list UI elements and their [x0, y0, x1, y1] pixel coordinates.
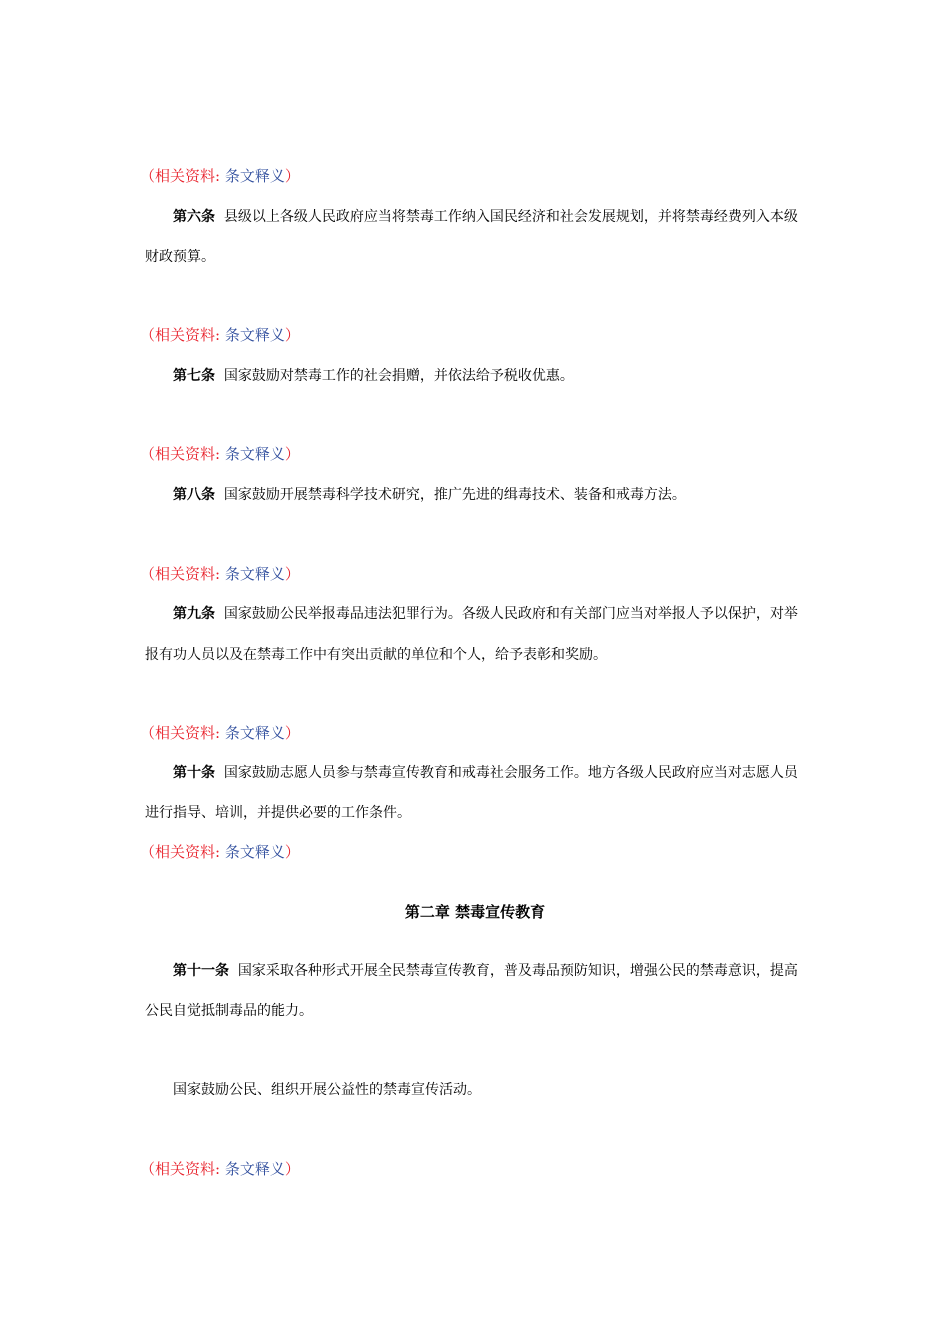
article-paragraph — [173, 366, 574, 386]
article-paragraph — [173, 485, 686, 505]
article-interpretation-link[interactable]: 条文释义 — [224, 1160, 285, 1178]
related-materials-ref: （相关资料: 条文释义） — [140, 326, 300, 344]
article-interpretation-link[interactable]: 条文释义 — [224, 445, 285, 463]
article-number: 第十一条 — [173, 963, 229, 979]
article-continuation: 进行指导、培训，并提供必要的工作条件。 — [145, 805, 411, 821]
article-continuation: 公民自觉抵制毒品的能力。 — [145, 1003, 313, 1019]
article-text: 国家采取各种形式开展全民禁毒宣传教育，普及毒品预防知识，增强公民的禁毒意识，提高 — [237, 963, 798, 979]
article-continuation: 财政预算。 — [145, 249, 215, 265]
article-number: 第八条 — [173, 487, 215, 503]
article-continuation: 报有功人员以及在禁毒工作中有突出贡献的单位和个人，给予表彰和奖励。 — [145, 647, 607, 663]
related-materials-ref: （相关资料: 条文释义） — [140, 445, 300, 463]
article-text: 国家鼓励志愿人员参与禁毒宣传教育和戒毒社会服务工作。地方各级人民政府应当对志愿人员 — [223, 765, 798, 781]
related-materials-ref: （相关资料: 条文释义） — [140, 1160, 300, 1178]
article-subparagraph: 国家鼓励公民、组织开展公益性的禁毒宣传活动。 — [173, 1082, 481, 1098]
article-text: 国家鼓励对禁毒工作的社会捐赠，并依法给予税收优惠。 — [223, 368, 574, 384]
article-number: 第七条 — [173, 368, 215, 384]
article-text: 县级以上各级人民政府应当将禁毒工作纳入国民经济和社会发展规划，并将禁毒经费列入本级 — [223, 209, 798, 225]
article-number: 第九条 — [173, 606, 215, 622]
chapter-title: 第二章 禁毒宣传教育 — [404, 903, 546, 921]
article-number: 第六条 — [173, 209, 215, 225]
article-text: 国家鼓励公民举报毒品违法犯罪行为。各级人民政府和有关部门应当对举报人予以保护，对举 — [223, 606, 798, 622]
article-interpretation-link[interactable]: 条文释义 — [224, 565, 285, 583]
related-materials-ref: （相关资料: 条文释义） — [140, 724, 300, 742]
related-materials-ref: （相关资料: 条文释义） — [140, 167, 300, 185]
article-interpretation-link[interactable]: 条文释义 — [224, 326, 285, 344]
related-materials-ref: （相关资料: 条文释义） — [140, 565, 300, 583]
article-interpretation-link[interactable]: 条文释义 — [224, 167, 285, 185]
article-paragraph — [173, 961, 798, 981]
related-materials-ref: （相关资料: 条文释义） — [140, 843, 300, 861]
article-interpretation-link[interactable]: 条文释义 — [224, 843, 285, 861]
article-text: 国家鼓励开展禁毒科学技术研究，推广先进的缉毒技术、装备和戒毒方法。 — [223, 487, 686, 503]
article-paragraph — [173, 763, 798, 783]
article-interpretation-link[interactable]: 条文释义 — [224, 724, 285, 742]
article-paragraph — [173, 604, 798, 624]
article-paragraph — [173, 207, 798, 227]
article-number: 第十条 — [173, 765, 215, 781]
